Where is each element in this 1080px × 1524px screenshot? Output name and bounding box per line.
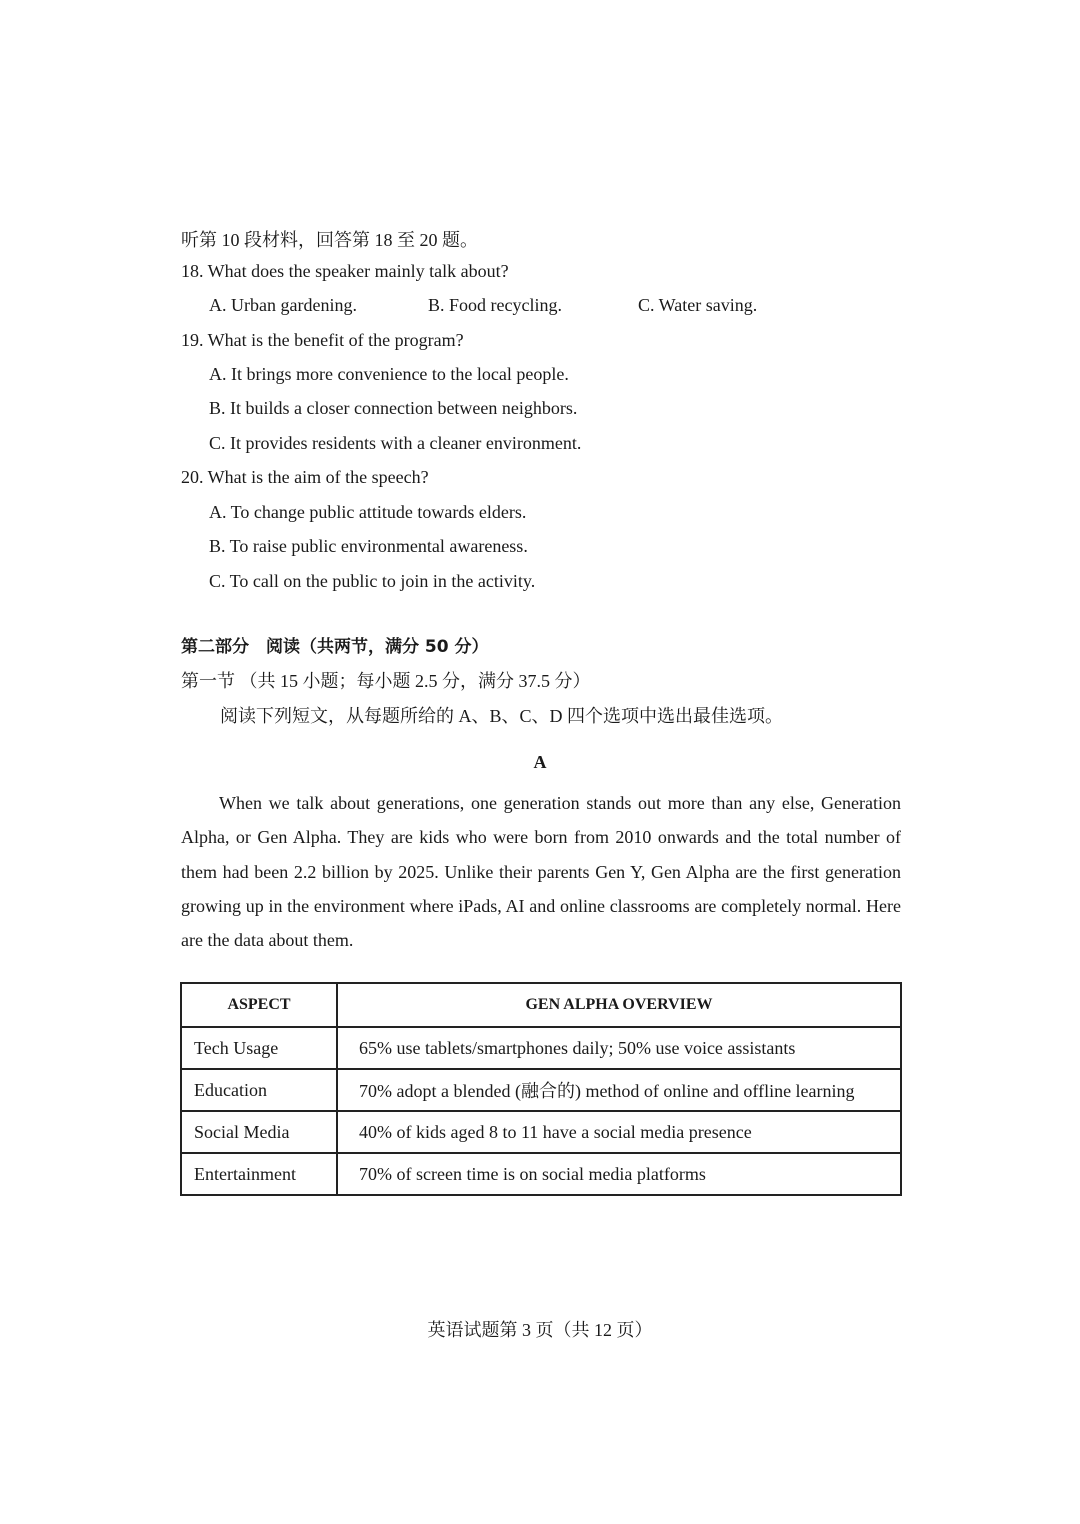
table-row — [181, 1027, 901, 1069]
reading-instruction: 阅读下列短文，从每题所给的 A、B、C、D 四个选项中选出最佳选项。 — [220, 706, 784, 726]
table-cell-overview: 70% adopt a blended (融合的) method of online and offline learning — [337, 1069, 901, 1111]
question-19-option-a: A. It brings more convenience to the local people. — [209, 364, 569, 384]
question-19-stem: 19. What is the benefit of the program? — [181, 330, 464, 350]
section-intro: 听第 10 段材料，回答第 18 至 20 题。 — [181, 230, 478, 250]
question-20-option-b: B. To raise public environmental awareness. — [209, 536, 528, 556]
gen-alpha-table — [180, 982, 902, 1196]
passage-label: A — [533, 752, 547, 772]
table-header-row — [181, 983, 901, 1027]
table-header-aspect: ASPECT — [181, 983, 337, 1027]
question-18-option-b: B. Food recycling. — [428, 295, 562, 315]
table-cell-aspect: Tech Usage — [181, 1027, 337, 1069]
table-cell-aspect: Social Media — [181, 1111, 337, 1153]
question-19-option-c: C. It provides residents with a cleaner environment. — [209, 433, 582, 453]
passage-text: When we talk about generations, one generation stands out more than any else, Generation Alpha, or Gen Alpha. They are kids who were born from 2010 onwards and the total number of them had been 2.2 billion by 2025. Unlike their parents Gen Y, Gen Alpha are the first generation growing up in the environment where iPads, AI and online classrooms are completely normal. Here are the data about them. — [181, 793, 901, 951]
part2-heading: 第二部分 阅读（共两节，满分 50 分） — [181, 637, 489, 657]
table-row — [181, 1111, 901, 1153]
question-20-stem: 20. What is the aim of the speech? — [181, 467, 429, 487]
question-18-option-c: C. Water saving. — [638, 295, 758, 315]
table-cell-aspect: Entertainment — [181, 1153, 337, 1195]
question-20-option-a: A. To change public attitude towards elders. — [209, 502, 527, 522]
table-cell-overview: 65% use tablets/smartphones daily; 50% use voice assistants — [337, 1027, 901, 1069]
table-cell-overview: 40% of kids aged 8 to 11 have a social media presence — [337, 1111, 901, 1153]
question-18-stem: 18. What does the speaker mainly talk about? — [181, 261, 509, 281]
table-header-overview: GEN ALPHA OVERVIEW — [337, 983, 901, 1027]
table-row — [181, 1069, 901, 1111]
question-20-option-c: C. To call on the public to join in the activity. — [209, 571, 536, 591]
question-18-option-a: A. Urban gardening. — [209, 295, 357, 315]
table-cell-aspect: Education — [181, 1069, 337, 1111]
page-footer: 英语试题第 3 页（共 12 页） — [427, 1320, 653, 1340]
question-19-option-b: B. It builds a closer connection between neighbors. — [209, 398, 578, 418]
table-cell-overview: 70% of screen time is on social media platforms — [337, 1153, 901, 1195]
section1-heading: 第一节 （共 15 小题；每小题 2.5 分，满分 37.5 分） — [181, 671, 591, 691]
table-row — [181, 1153, 901, 1195]
